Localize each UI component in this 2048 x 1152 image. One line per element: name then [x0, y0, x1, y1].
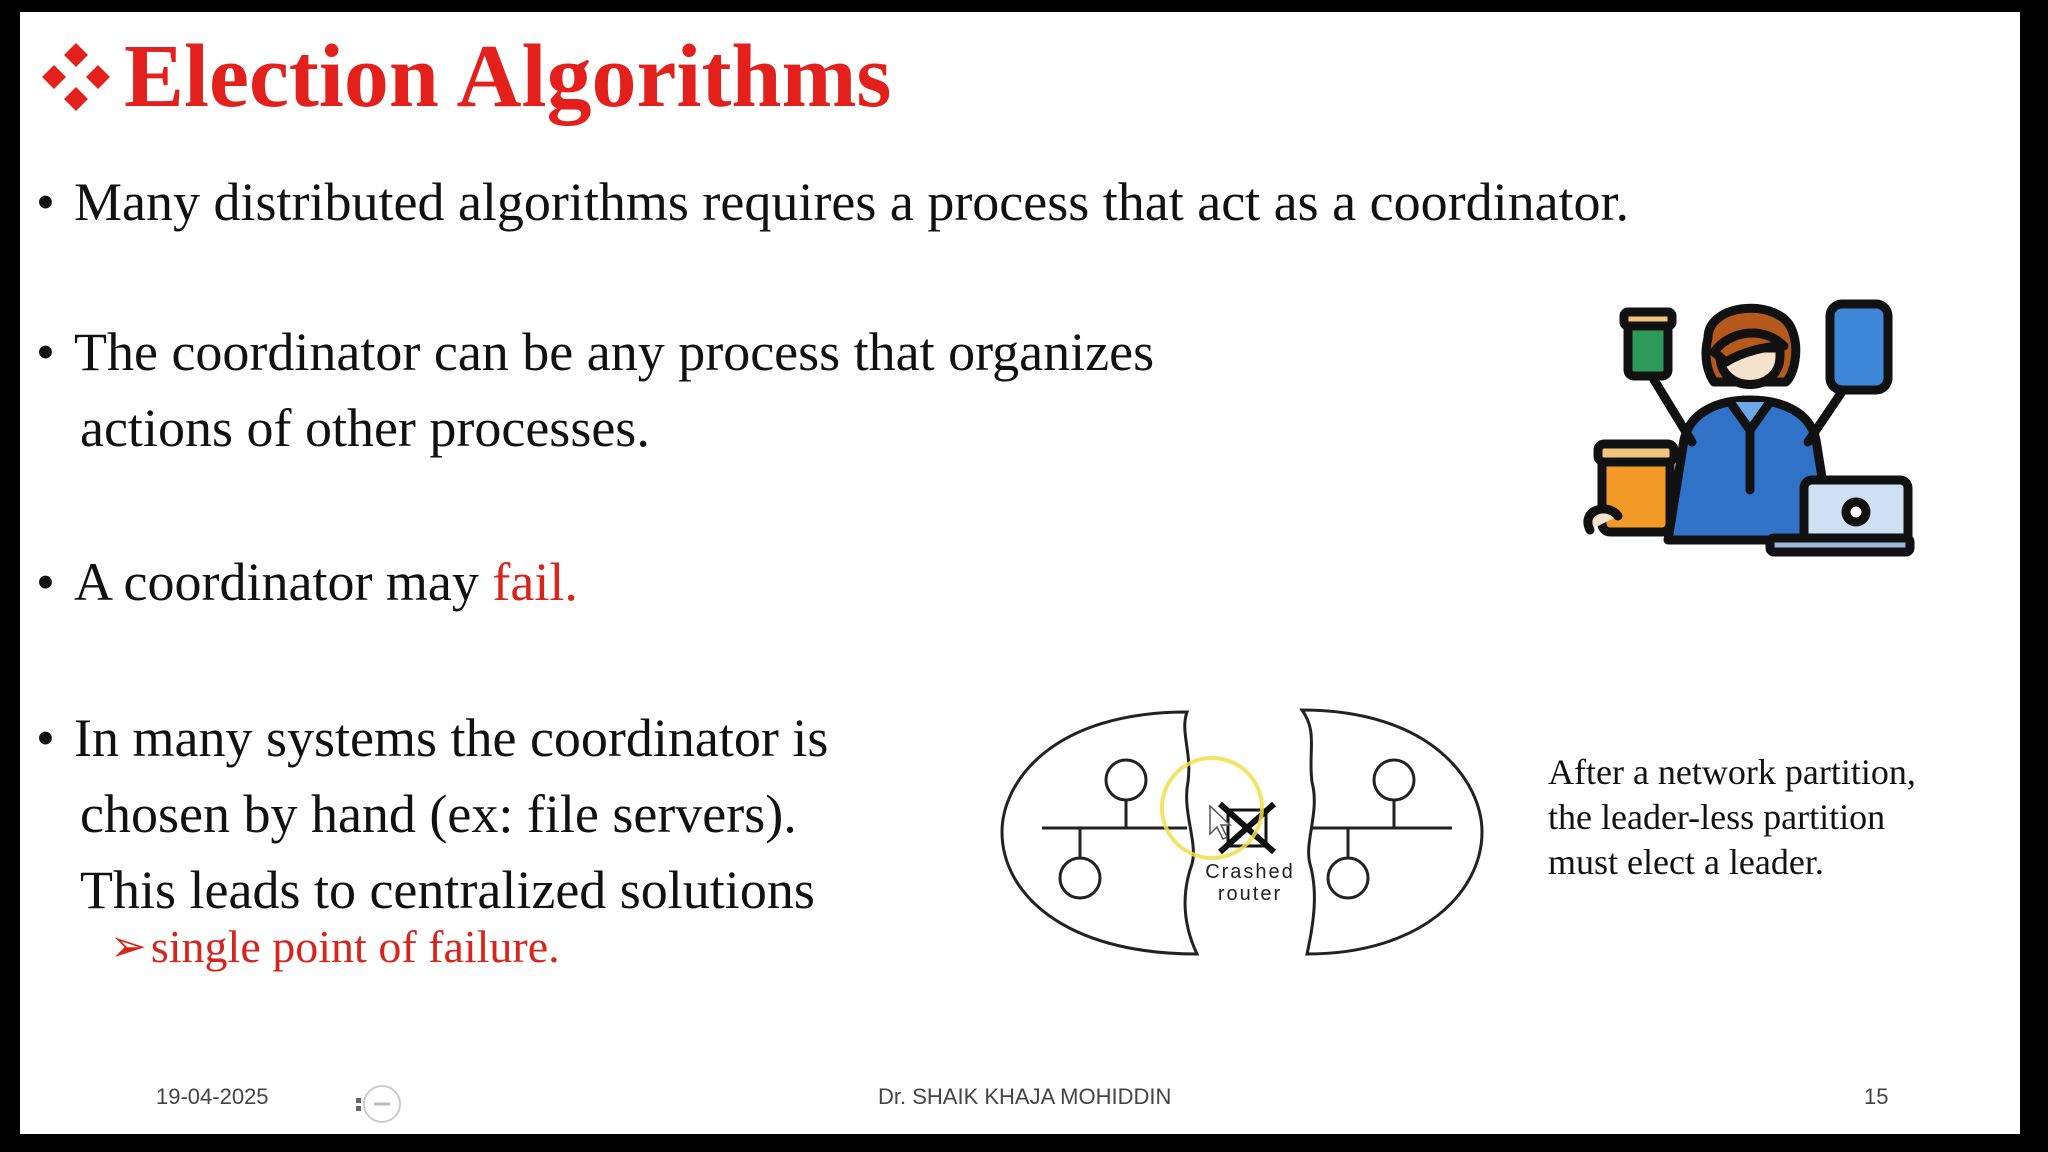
right-node-bottom: [1328, 858, 1368, 898]
slide-title: [40, 27, 892, 126]
bullet-dot: •: [36, 708, 55, 768]
slide: [20, 12, 2020, 1134]
left-node-top: [1106, 760, 1146, 800]
bullet-3-prefix: A coordinator may: [74, 552, 493, 612]
title-text: Election Algorithms: [124, 27, 892, 126]
caption-line-3: must elect a leader.: [1548, 842, 1824, 882]
bullet-1: [36, 164, 1629, 240]
footer-page-number: 15: [1864, 1084, 1889, 1109]
bullet-dot: •: [36, 552, 55, 612]
bullet-3-highlight: fail.: [492, 552, 578, 612]
four-diamond-icon: [40, 41, 112, 113]
diagram-caption: [1548, 750, 1916, 885]
diagram-label-line1: Crashed: [1205, 861, 1295, 883]
footer-date: 19-04-2025: [156, 1084, 269, 1109]
bullet-dot: •: [36, 172, 55, 232]
caption-line-2: the leader-less partition: [1548, 797, 1886, 837]
right-partition: [1302, 710, 1482, 954]
network-partition-diagram: [992, 692, 1492, 972]
multitasking-person-illustration: [1580, 290, 1920, 570]
left-node-bottom: [1060, 858, 1100, 898]
bullet-2-line2: actions of other processes.: [80, 398, 650, 458]
caption-line-1: After a network partition,: [1548, 752, 1916, 792]
right-node-top: [1374, 760, 1414, 800]
arrow-bullet-icon: ➢: [110, 922, 147, 971]
bullet-4-line1: In many systems the coordinator is: [74, 708, 829, 768]
bullet-2: [36, 314, 1154, 466]
bullet-3: [36, 544, 578, 620]
bullet-4-line2: chosen by hand (ex: file servers).: [80, 784, 797, 844]
footer-author: Dr. SHAIK KHAJA MOHIDDIN: [878, 1084, 1172, 1109]
bullet-4-line3: This leads to centralized solutions: [80, 860, 815, 920]
bullet-2-line1: The coordinator can be any process that organizes: [74, 322, 1155, 382]
bullet-dot: •: [36, 322, 55, 382]
zoom-out-control[interactable]: [356, 1084, 406, 1124]
bullet-4: [36, 700, 828, 928]
sub-point-text: single point of failure.: [150, 921, 560, 972]
bullet-1-text: Many distributed algorithms requires a process that act as a coordinator.: [74, 172, 1630, 232]
sub-point: [110, 920, 560, 973]
diagram-label-line2: router: [1217, 883, 1283, 905]
